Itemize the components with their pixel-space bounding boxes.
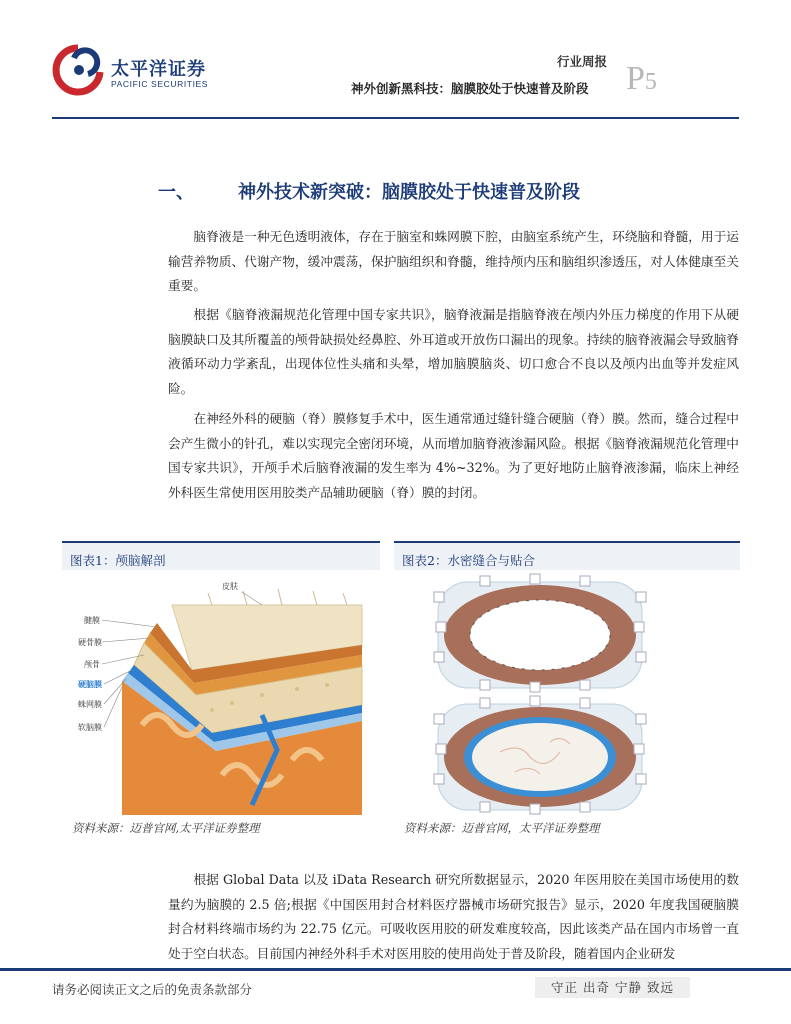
layer-label-arachnoid: 蛛网膜 [78,700,102,709]
header-divider [52,117,739,119]
paragraph-2: 根据《脑脊液漏规范化管理中国专家共识》，脑脊液漏是指脑脊液在颅内外压力梯度的作用下从硬脑膜缺口及其所覆盖的颅骨缺损处经鼻腔、外耳道或开放伤口漏出的现象。持续的脑脊液漏会导致脑脊液循环动力学紊乱，出现体位性头痛和头晕，增加脑膜脑炎、切口愈合不良以及颅内出血等并发症风险。 [168,307,739,396]
layer-label-aponeurosis: 腱膜 [84,616,100,625]
figure-2-source: 资料来源：迈普官网，太平洋证券整理 [404,821,600,835]
report-title: 神外创新黑科技：脑膜胶处于快速普及阶段 [351,81,589,96]
figure-1-source: 资料来源：迈普官网,太平洋证券整理 [72,821,260,835]
page-prefix: P [626,60,645,97]
skull-anatomy-illustration [62,575,380,815]
paragraph-1: 脑脊液是一种无色透明液体，存在于脑室和蛛网膜下腔，由脑室系统产生，环绕脑和脊髓，用于运输营养物质、代谢产物，缓冲震荡，保护脑组织和脊髓，维持颅内压和脑组织渗透压，对人体健康至关重要。 [168,229,739,293]
footer-disclaimer: 请务必阅读正文之后的免责条款部分 [52,982,253,997]
report-type: 行业周报 [557,54,608,69]
page-number [626,60,657,98]
figure-2-label: 图表2：水密缝合与贴合 [402,553,535,568]
layer-label-skin: 皮肤 [222,582,238,591]
footer-motto: 守正 出奇 宁静 致远 [535,977,690,998]
layer-label-skull: 颅骨 [84,660,100,669]
section-number: 一、 [158,182,194,203]
logo-text-cn: 太平洋证券 [111,59,206,80]
sealant-coverage-bottom [434,696,646,814]
layer-label-pia: 软脑膜 [78,723,102,732]
footer-divider [0,968,791,971]
figure-1-label: 图表1：颅脑解剖 [70,553,166,568]
paragraph-4: 根据 Global Data 以及 iData Research 研究所数据显示，2020 年医用胶在美国市场使用的数量约为脑膜的 2.5 倍;根据《中国医用封合材料医疗器械市场研究报告》显示，2020 年度我国硬脑膜封合材料终端市场约为 22.75 亿元。可吸收医用胶的研发难度较高，因此该类产品在国内市场曾一直处于空白状态。目前国内神经外科手术对医用胶的使用尚处于普及阶段，随着国内企业研发 [168,872,739,961]
section-title: 神外技术新突破：脑膜胶处于快速普及阶段 [238,182,580,203]
dural-suture-illustration [420,572,660,816]
figure-2-caption-bar [394,541,740,570]
page-num-value: 5 [644,69,657,95]
layer-label-dura: 硬脑膜 [78,680,102,689]
figure-1-caption-bar [62,541,380,570]
logo-mark-icon [56,48,100,92]
logo-text-en: PACIFIC SECURITIES [111,79,209,89]
watertight-suture-top [434,574,646,692]
layer-label-periosteum: 硬骨膜 [78,638,102,647]
paragraph-3: 在神经外科的硬脑（脊）膜修复手术中，医生通常通过缝针缝合硬脑（脊）膜。然而，缝合过程中会产生微小的针孔，难以实现完全密闭环境，从而增加脑脊液渗漏风险。根据《脑脊液漏规范化管理中国专家共识》，开颅手术后脑脊液漏的发生率为 4%~32%。为了更好地防止脑脊液渗漏，临床上神经外科医生常使用医用胶类产品辅助硬脑（脊）膜的封闭。 [168,411,739,500]
